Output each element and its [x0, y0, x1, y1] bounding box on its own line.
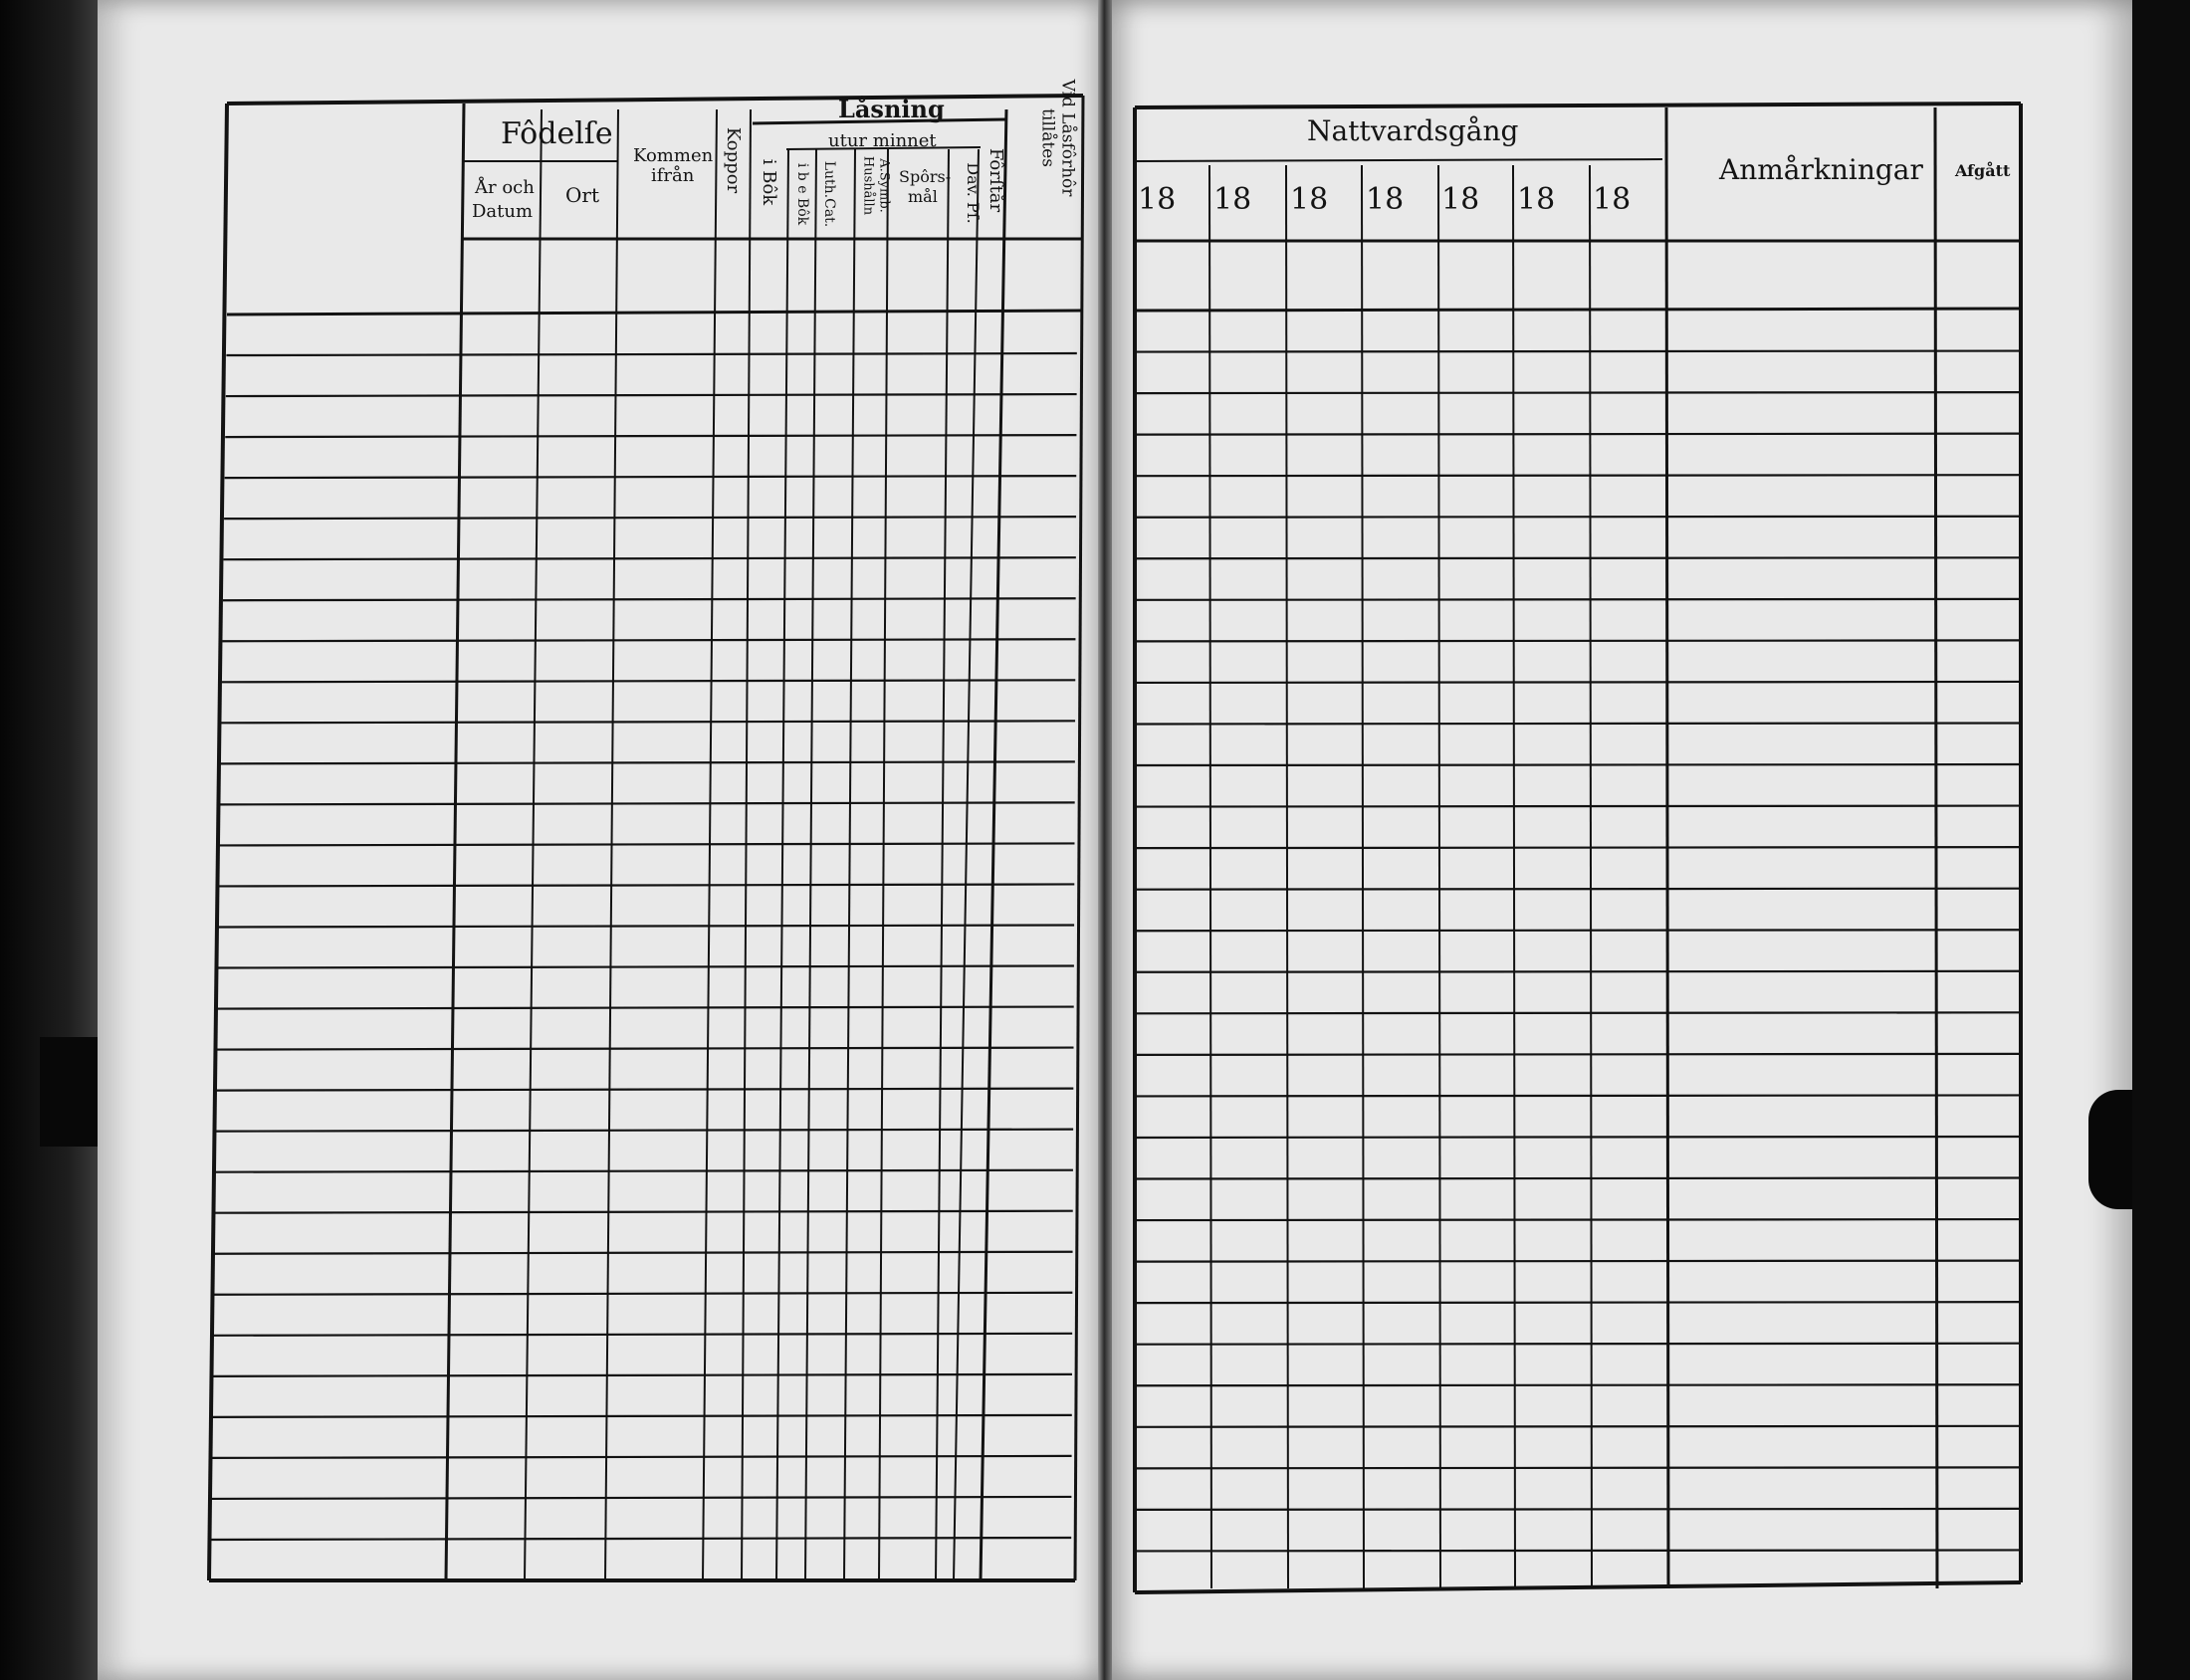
utur-minnet-header: utur minnet: [828, 130, 937, 151]
left-column-line-6: [776, 149, 788, 1580]
right-row-line-21: [1135, 1178, 2021, 1179]
right-row-line-30: [1135, 1550, 2021, 1551]
right-row-line-18: [1135, 1054, 2021, 1055]
datum-header: Datum: [472, 201, 534, 222]
right-row-line-28: [1135, 1467, 2021, 1468]
right-row-line-11: [1135, 764, 2021, 765]
year-prefix-3: 18: [1290, 182, 1329, 217]
left-row-line-30: [210, 1538, 1072, 1540]
forstar-header: Fôrſtår: [986, 147, 1006, 213]
right-row-line-6: [1135, 557, 2021, 558]
right-column-line-1: [1209, 165, 1211, 1588]
year-prefix-6: 18: [1517, 182, 1556, 217]
ifran-header: ifrån: [651, 165, 695, 186]
right-row-line-4: [1135, 475, 2021, 476]
left-row-line-22: [214, 1211, 1073, 1213]
right-column-line-3: [1362, 165, 1364, 1588]
year-prefix-4: 18: [1366, 182, 1405, 217]
left-column-line-1: [446, 104, 464, 1580]
right-row-line-8: [1135, 640, 2021, 641]
dav-ps-header: Dav. Pſ.: [964, 162, 983, 224]
left-row-line-15: [218, 925, 1074, 927]
left-row-line-17: [217, 1007, 1074, 1009]
right-row-line-20: [1135, 1137, 2021, 1138]
left-row-line-23: [214, 1252, 1073, 1254]
ort-header: Ort: [565, 183, 599, 207]
right-column-line-2: [1286, 165, 1288, 1588]
right-row-line-5: [1135, 517, 2021, 518]
left-row-line-20: [215, 1130, 1073, 1132]
right-column-line-6: [1590, 165, 1592, 1588]
left-column-line-11: [954, 149, 983, 1580]
mal-header: mål: [908, 187, 938, 206]
left-row-line-11: [221, 761, 1075, 763]
right-row-line-27: [1135, 1426, 2021, 1427]
left-row-line-7: [223, 598, 1076, 600]
right-table-bottom-border: [1135, 1582, 2021, 1592]
left-row-line-27: [211, 1415, 1071, 1417]
ar-och-header: År och: [475, 177, 535, 198]
i-bok-header: i Bôk: [759, 158, 779, 206]
left-column-line-8: [844, 149, 855, 1580]
left-row-line-26: [212, 1374, 1072, 1376]
afgatt-header: Afgått: [1955, 161, 2011, 180]
left-row-line-8: [222, 639, 1075, 641]
left-row-line-29: [210, 1497, 1071, 1499]
left-body-top-rule: [227, 311, 1081, 315]
right-row-line-14: [1135, 889, 2021, 890]
left-row-line-13: [219, 843, 1074, 845]
left-column-line-12: [981, 109, 1006, 1580]
left-table-top-border: [227, 96, 1083, 104]
left-row-line-28: [211, 1456, 1072, 1458]
left-row-line-21: [215, 1170, 1073, 1172]
right-row-line-3: [1135, 434, 2021, 435]
right-row-line-10: [1135, 723, 2021, 724]
left-row-line-3: [225, 435, 1076, 437]
right-row-line-12: [1135, 806, 2021, 807]
right-table-grid: [1135, 104, 2021, 1592]
right-column-line-5: [1513, 165, 1515, 1588]
year-prefix-2: 18: [1213, 182, 1252, 217]
right-row-line-22: [1135, 1219, 2021, 1220]
nattvardsgang-group-rule: [1135, 159, 1662, 161]
left-row-line-5: [224, 517, 1076, 519]
left-table-left-border: [209, 104, 227, 1580]
luth-cat-header: Luth.Cat.: [821, 160, 837, 228]
nattvardsgang-header: Nattvardsgång: [1307, 114, 1519, 147]
right-row-line-24: [1135, 1302, 2021, 1303]
right-row-line-7: [1135, 599, 2021, 600]
kommen-header: Kommen: [633, 145, 714, 166]
year-prefix-7: 18: [1593, 182, 1632, 217]
left-row-line-18: [217, 1048, 1074, 1050]
right-row-line-19: [1135, 1095, 2021, 1096]
anmarkningar-header: Anmårkningar: [1719, 153, 1923, 186]
koppor-header: Koppor: [723, 126, 744, 194]
right-table-top-border: [1135, 104, 2021, 107]
right-row-line-16: [1135, 971, 2021, 972]
left-row-line-9: [222, 680, 1075, 682]
left-row-line-4: [225, 476, 1077, 478]
left-row-line-12: [220, 802, 1075, 804]
tillates-header: tillåtes: [1037, 108, 1058, 167]
left-row-line-16: [218, 966, 1074, 968]
right-row-line-15: [1135, 930, 2021, 931]
left-row-line-2: [226, 394, 1077, 396]
right-row-line-26: [1135, 1384, 2021, 1385]
a-symb-header: A.Symb.: [876, 158, 892, 213]
left-row-line-25: [212, 1334, 1072, 1336]
spors-header: Spôrs-: [899, 167, 952, 186]
left-table-right-border: [1075, 96, 1083, 1580]
left-column-line-10: [936, 149, 949, 1580]
left-row-line-19: [216, 1089, 1073, 1091]
fodelse-header: Fôdelſe: [501, 116, 613, 151]
left-column-line-7: [805, 149, 816, 1580]
vid-lasforhor-header: Vid Låsfôrhôr: [1057, 79, 1078, 197]
right-row-line-2: [1135, 392, 2021, 393]
left-table-grid: [209, 96, 1083, 1580]
right-body-top-rule: [1135, 309, 2021, 311]
right-row-line-29: [1135, 1509, 2021, 1510]
right-row-line-23: [1135, 1261, 2021, 1262]
left-row-line-10: [221, 721, 1075, 723]
right-row-line-13: [1135, 847, 2021, 848]
right-row-line-1: [1135, 351, 2021, 352]
right-row-line-25: [1135, 1344, 2021, 1345]
lasning-header: Låsning: [838, 95, 945, 123]
left-row-line-14: [219, 884, 1074, 886]
left-row-line-24: [213, 1293, 1072, 1295]
year-prefix-5: 18: [1441, 182, 1480, 217]
year-prefix-1: 18: [1138, 182, 1177, 217]
hushalln-header: Hushålln: [860, 155, 876, 216]
right-row-line-17: [1135, 1012, 2021, 1013]
left-row-line-6: [224, 557, 1076, 559]
left-row-line-1: [226, 353, 1076, 355]
right-column-line-4: [1438, 165, 1440, 1588]
left-column-line-9: [879, 149, 888, 1580]
i-b-e-bok-header: i b e Bôk: [794, 162, 810, 226]
right-row-line-9: [1135, 682, 2021, 683]
